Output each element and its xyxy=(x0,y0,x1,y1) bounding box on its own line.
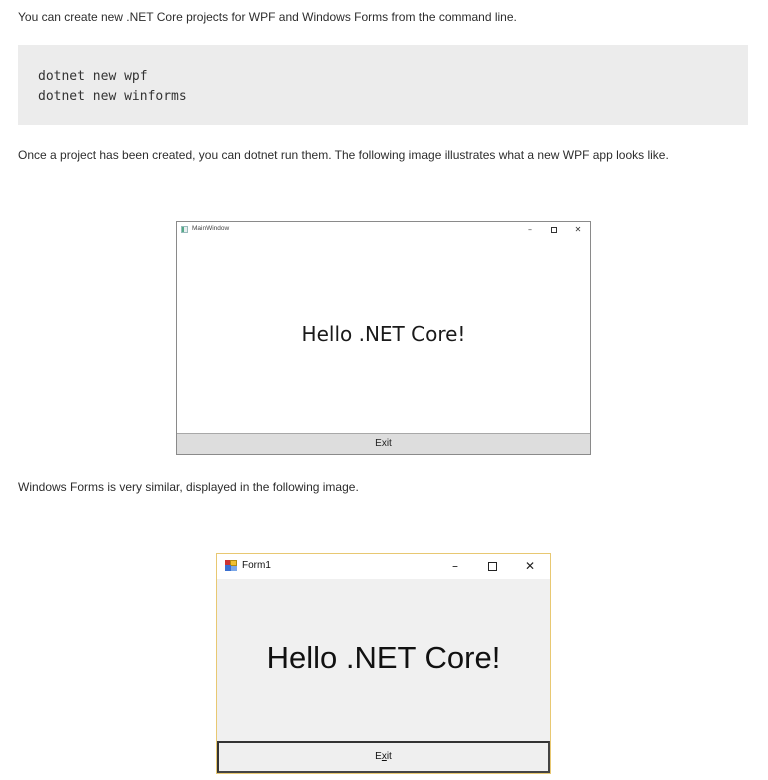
exit-access-key: x xyxy=(381,751,387,762)
close-icon: ✕ xyxy=(524,559,536,573)
winforms-app-icon xyxy=(225,560,237,571)
maximize-icon xyxy=(482,558,502,574)
winforms-window-screenshot xyxy=(216,553,551,774)
maximize-icon xyxy=(546,224,562,236)
wpf-window-title: MainWindow xyxy=(192,225,230,232)
code-line-wpf: dotnet new wpf xyxy=(38,69,148,84)
wpf-hello-text: Hello .NET Core! xyxy=(301,321,466,346)
window-icon xyxy=(181,226,188,233)
after-code-paragraph: Once a project has been created, you can dotnet run them. The following image illustrates what a new WPF app looks like. xyxy=(18,148,669,162)
winforms-titlebar xyxy=(217,554,550,579)
wpf-window-screenshot xyxy=(176,221,591,455)
intro-paragraph: You can create new .NET Core projects for WPF and Windows Forms from the command line. xyxy=(18,10,517,24)
wpf-titlebar xyxy=(177,222,590,239)
exit-label-prefix: E xyxy=(375,751,382,762)
winforms-intro-paragraph: Windows Forms is very similar, displayed in the following image. xyxy=(18,480,359,494)
code-line-winforms: dotnet new winforms xyxy=(38,89,187,104)
minimize-icon: – xyxy=(528,225,532,234)
winforms-exit-button xyxy=(217,741,550,773)
exit-label-suffix: it xyxy=(386,751,392,762)
winforms-window-title: Form1 xyxy=(242,560,271,571)
code-block xyxy=(18,45,748,125)
winforms-hello-text: Hello .NET Core! xyxy=(266,640,501,675)
wpf-exit-button: Exit xyxy=(177,433,590,454)
close-icon: ✕ xyxy=(574,225,582,234)
minimize-icon: – xyxy=(452,559,458,573)
winforms-content-area xyxy=(217,579,550,741)
wpf-content-area xyxy=(177,239,590,434)
